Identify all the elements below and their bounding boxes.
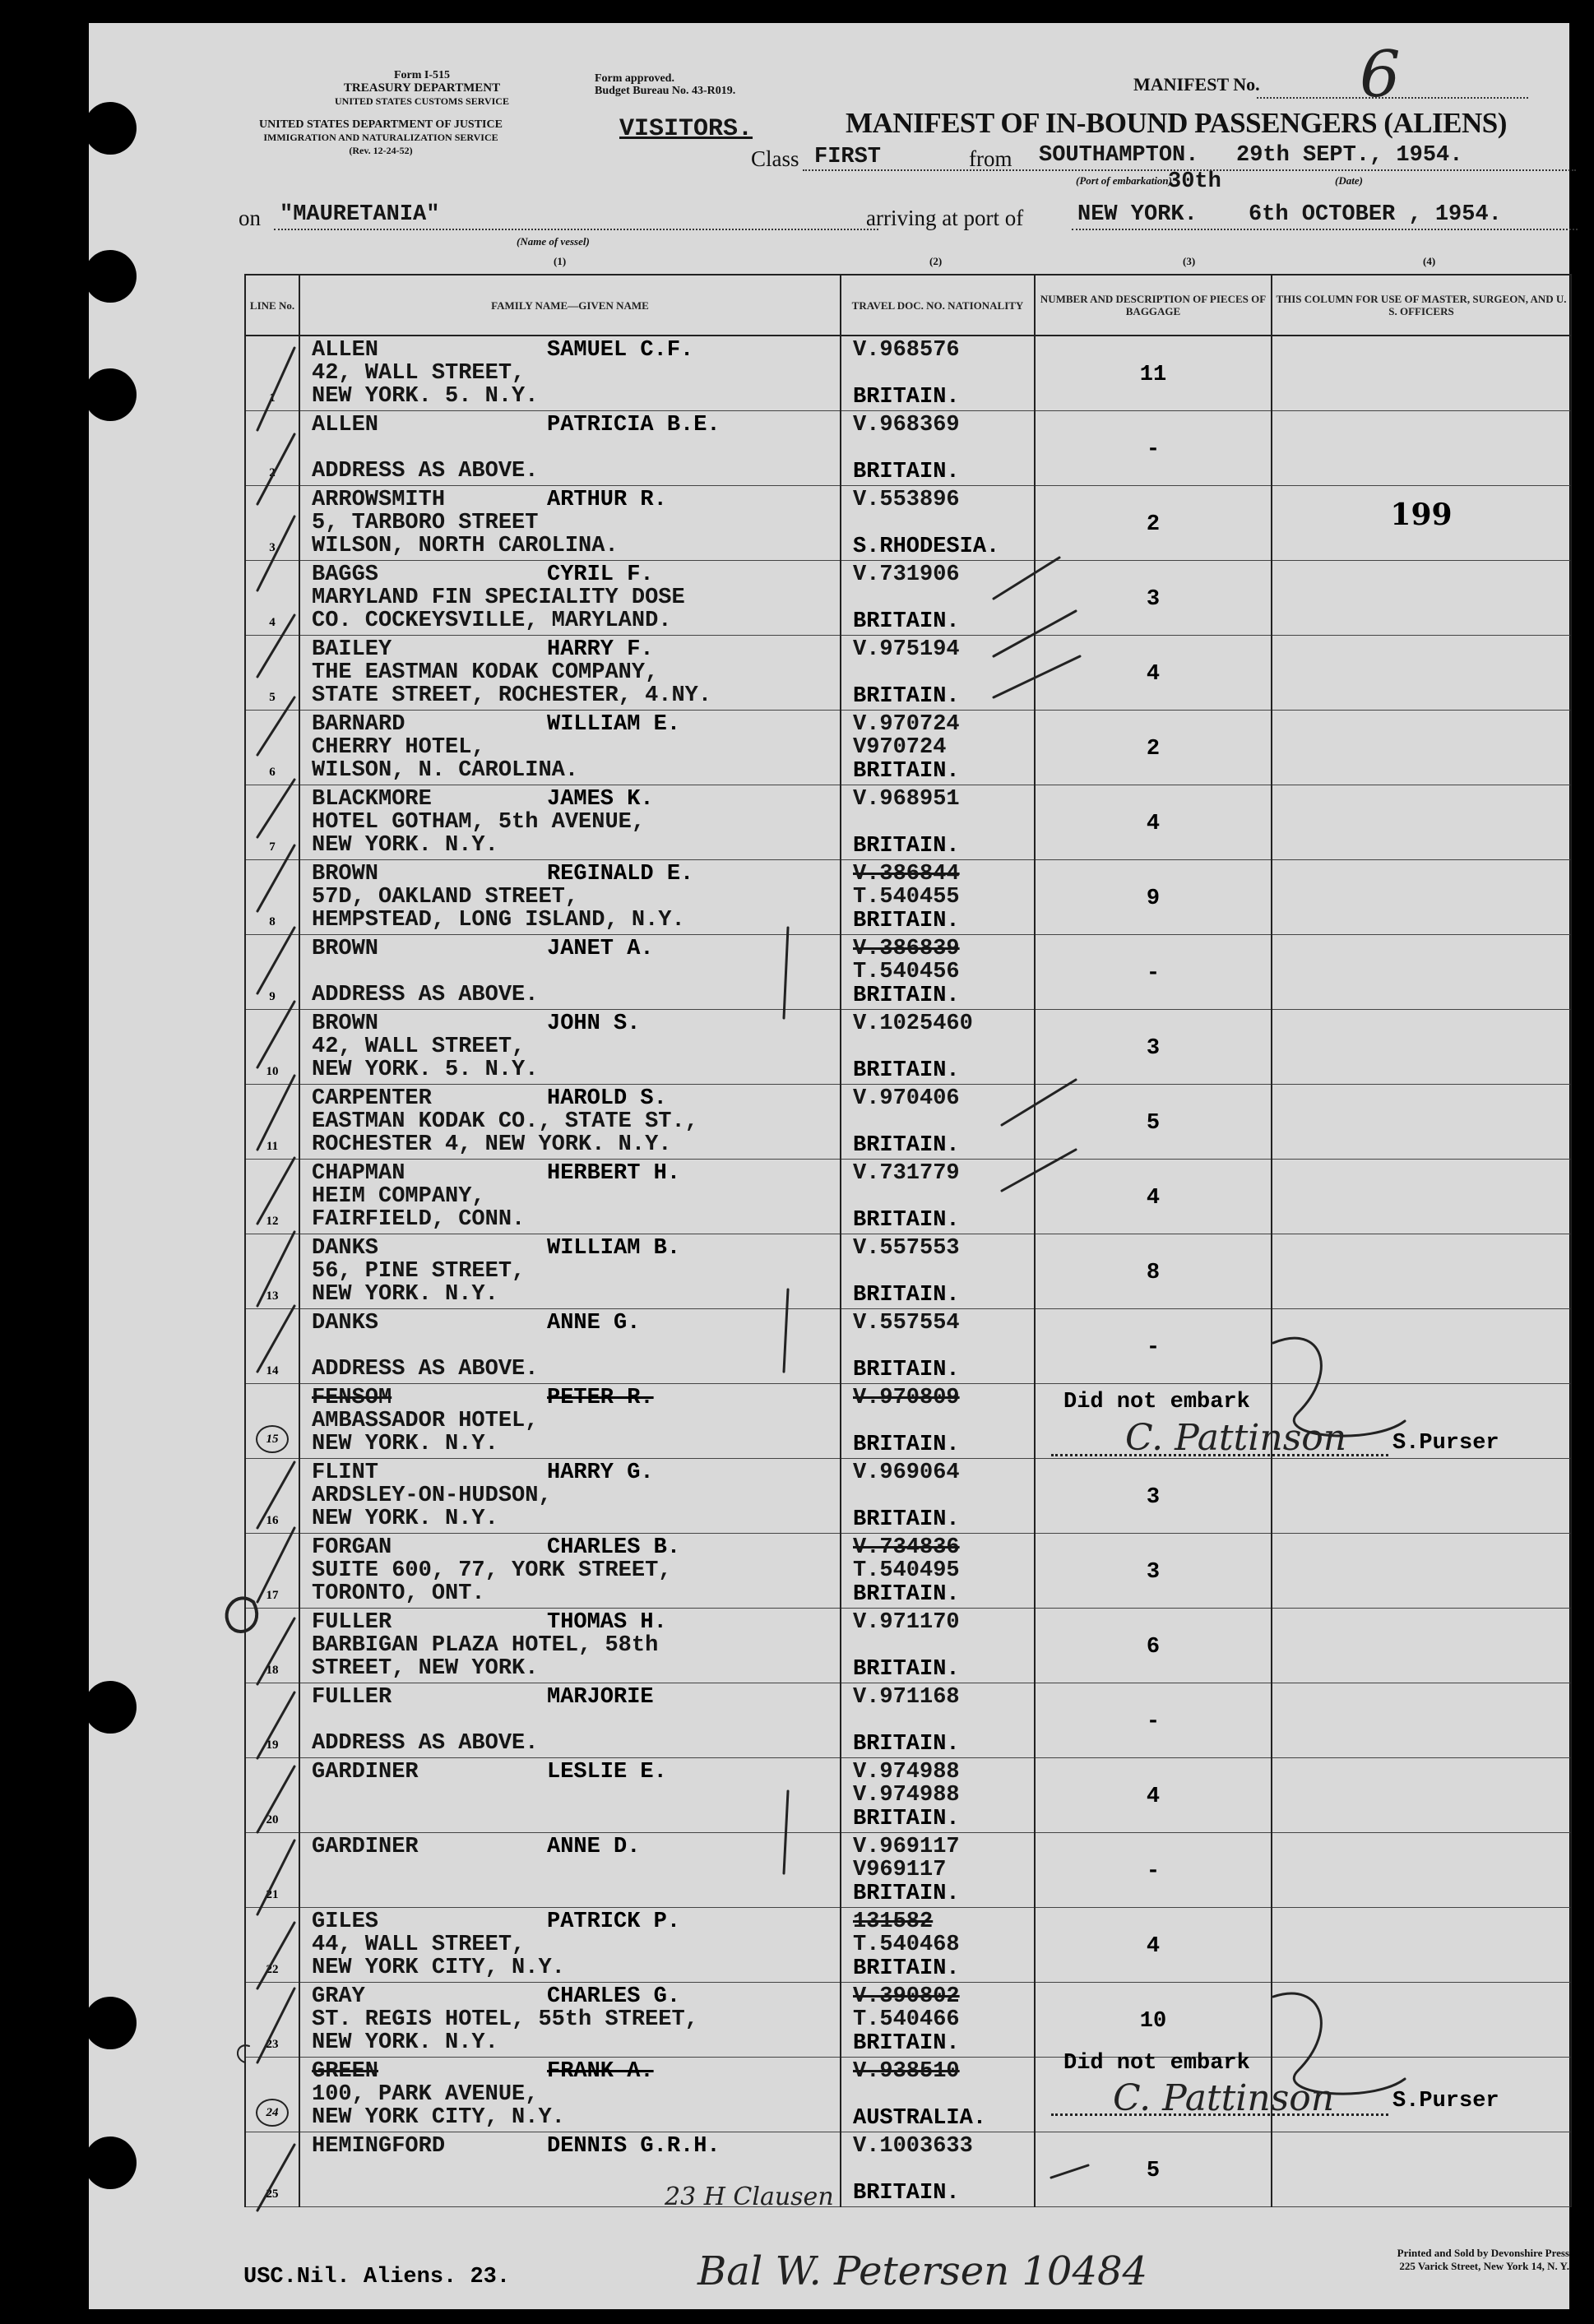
address-line-2: ADDRESS AS ABOVE. <box>312 459 539 484</box>
travel-doc-number: V.734836 <box>853 1535 960 1560</box>
line-number-circled: 15 <box>256 1425 289 1453</box>
line-number: 10 <box>266 1065 279 1078</box>
given-name: THOMAS H. <box>547 1610 667 1635</box>
address-line-1: SUITE 600, 77, YORK STREET, <box>312 1558 672 1583</box>
family-name: DANKS <box>312 1311 379 1336</box>
nationality: BRITAIN. <box>853 1283 960 1308</box>
immigration-service: IMMIGRATION AND NATURALIZATION SERVICE <box>263 132 498 143</box>
manifest-no-value: 6 <box>1360 38 1401 112</box>
on-label: on <box>239 206 261 230</box>
address-line-2: HEMPSTEAD, LONG ISLAND, N.Y. <box>312 908 685 933</box>
line-number: 1 <box>269 391 276 405</box>
address-line-2: ADDRESS AS ABOVE. <box>312 1731 539 1756</box>
address-line-1: 56, PINE STREET, <box>312 1259 526 1284</box>
travel-doc-number-2: T.540495 <box>853 1558 960 1583</box>
line-number: 11 <box>266 1140 279 1153</box>
check-mark <box>257 615 294 677</box>
nationality: BRITAIN. <box>853 759 960 784</box>
family-name: ALLEN <box>312 413 379 437</box>
check-mark <box>994 558 1059 599</box>
check-mark <box>784 1791 788 1873</box>
line-number: 21 <box>266 1888 279 1901</box>
line-number: 12 <box>266 1215 279 1228</box>
nationality: BRITAIN. <box>853 1582 960 1607</box>
check-mark <box>257 928 294 993</box>
manifest-page <box>89 23 1569 2309</box>
form-revision: (Rev. 12-24-52) <box>349 145 413 156</box>
check-mark <box>784 928 788 1018</box>
col-number-1: (1) <box>554 255 567 267</box>
baggage-count: 2 <box>1146 737 1161 762</box>
ink-mark <box>238 2045 249 2062</box>
baggage-count: 4 <box>1146 1934 1161 1959</box>
check-mark <box>257 1766 294 1832</box>
check-mark <box>257 780 294 837</box>
date-label: (Date) <box>1335 174 1363 187</box>
family-name: FULLER <box>312 1685 392 1710</box>
address-line-1: 5, TARBORO STREET <box>312 511 539 535</box>
baggage-count: - <box>1146 1336 1161 1360</box>
given-name: PATRICK P. <box>547 1910 681 1934</box>
header-officers-use: THIS COLUMN FOR USE OF MASTER, SURGEON, AND U. S. OFFICERS <box>1272 275 1571 336</box>
nationality: BRITAIN. <box>853 1058 960 1083</box>
line-number: 7 <box>269 840 276 854</box>
address-line-2: NEW YORK. 5. N.Y. <box>312 1058 539 1082</box>
travel-doc-number: V.1003633 <box>853 2134 973 2159</box>
travel-doc-number-2: V.974988 <box>853 1783 960 1808</box>
baggage-count: 3 <box>1146 1036 1161 1061</box>
given-name: WILLIAM E. <box>547 712 681 737</box>
printer-line-1: Printed and Sold by Devonshire Press <box>1397 2247 1569 2259</box>
line-number: 14 <box>266 1364 279 1377</box>
address-line-1: AMBASSADOR HOTEL, <box>312 1409 539 1433</box>
address-line-2: NEW YORK. N.Y. <box>312 833 498 858</box>
check-mark <box>257 845 294 911</box>
line-number-circled: 24 <box>256 2099 289 2127</box>
given-name: DENNIS G.R.H. <box>547 2134 721 2159</box>
given-name: HAROLD S. <box>547 1086 667 1111</box>
travel-doc-number: V.968951 <box>853 787 960 812</box>
purser-signature-15: C. Pattinson <box>1125 1417 1347 1459</box>
line-number: 8 <box>269 915 276 928</box>
address-line-2: STATE STREET, ROCHESTER, 4.NY. <box>312 683 712 708</box>
nationality: BRITAIN. <box>853 1133 960 1158</box>
baggage-count: 3 <box>1146 1485 1161 1510</box>
embark-label: (Port of embarkation) <box>1076 174 1172 187</box>
given-name: REGINALD E. <box>547 862 694 887</box>
did-not-embark-24: Did not embark <box>1063 2051 1250 2076</box>
address-line-2: STREET, NEW YORK. <box>312 1656 539 1681</box>
baggage-count: 3 <box>1146 587 1161 612</box>
check-mark <box>257 516 294 590</box>
nationality: BRITAIN. <box>853 1732 960 1757</box>
footer-signature: Bal W. Petersen 10484 <box>697 2248 1148 2294</box>
travel-doc-number-2: T.540468 <box>853 1933 960 1957</box>
address-line-2: WILSON, N. CAROLINA. <box>312 758 579 783</box>
nationality: BRITAIN. <box>853 385 960 410</box>
check-mark <box>257 1158 294 1224</box>
travel-doc-number: V.970809 <box>853 1386 960 1410</box>
family-name: BAGGS <box>312 562 379 587</box>
travel-doc-number: V.553896 <box>853 488 960 512</box>
travel-doc-number: V.386844 <box>853 862 960 887</box>
travel-doc-number: V.970724 <box>853 712 960 737</box>
nationality: BRITAIN. <box>853 684 960 709</box>
depart-date: 29th SEPT., 1954. <box>1236 143 1463 168</box>
travel-doc-number: V.1025460 <box>853 1012 973 1036</box>
officer-note: 199 <box>1390 498 1453 532</box>
family-name: ALLEN <box>312 338 379 363</box>
check-mark <box>257 2145 294 2211</box>
baggage-count: 4 <box>1146 1186 1161 1211</box>
check-marks-overlay <box>89 23 1569 2309</box>
baggage-count: 10 <box>1139 2009 1167 2034</box>
given-name: PATRICIA B.E. <box>547 413 721 437</box>
baggage-count: 8 <box>1146 1261 1161 1285</box>
travel-doc-number-2: T.540455 <box>853 885 960 910</box>
baggage-count: - <box>1146 1710 1161 1734</box>
family-name: GREEN <box>312 2059 379 2084</box>
travel-doc-number: V.557553 <box>853 1236 960 1261</box>
address-line-1: HEIM COMPANY, <box>312 1184 485 1209</box>
signature-flourish <box>1273 1993 1405 2094</box>
purser-title-15: S.Purser <box>1392 1431 1499 1456</box>
address-line-1: EASTMAN KODAK CO., STATE ST., <box>312 1109 698 1134</box>
family-name: DANKS <box>312 1236 379 1261</box>
check-mark <box>257 1923 294 1988</box>
travel-doc-number: V.731906 <box>853 562 960 587</box>
given-name: SAMUEL C.F. <box>547 338 694 363</box>
given-name: ANNE D. <box>547 1835 641 1859</box>
address-line-2: NEW YORK CITY, N.Y. <box>312 1956 565 1980</box>
travel-doc-number-2: T.540456 <box>853 960 960 984</box>
baggage-count: - <box>1146 437 1161 462</box>
family-name: GILES <box>312 1910 379 1934</box>
header-family-name: FAMILY NAME—GIVEN NAME <box>299 275 841 336</box>
family-name: FENSOM <box>312 1386 392 1410</box>
nationality: BRITAIN. <box>853 2031 960 2056</box>
family-name: GARDINER <box>312 1760 419 1785</box>
line-number: 3 <box>269 541 276 554</box>
nationality: BRITAIN. <box>853 984 960 1008</box>
baggage-count: 6 <box>1146 1635 1161 1660</box>
check-mark <box>257 348 294 430</box>
given-name: MARJORIE <box>547 1685 654 1710</box>
check-mark <box>257 1076 294 1150</box>
address-line-1: ARDSLEY-ON-HUDSON, <box>312 1484 552 1508</box>
line-number: 4 <box>269 616 276 629</box>
family-name: BARNARD <box>312 712 405 737</box>
family-name: GARDINER <box>312 1835 419 1859</box>
address-line-1: MARYLAND FIN SPECIALITY DOSE <box>312 586 685 610</box>
address-line-2: NEW YORK CITY, N.Y. <box>312 2105 565 2130</box>
baggage-count: 9 <box>1146 887 1161 911</box>
travel-doc-number: V.968369 <box>853 413 960 437</box>
nationality: BRITAIN. <box>853 1208 960 1233</box>
travel-doc-number-2: V970724 <box>853 735 947 760</box>
check-mark <box>257 1306 294 1372</box>
given-name: JANET A. <box>547 937 654 961</box>
form-approved: Form approved. <box>595 72 674 85</box>
nationality: BRITAIN. <box>853 1882 960 1906</box>
from-label: from <box>969 146 1012 171</box>
address-line-2: TORONTO, ONT. <box>312 1581 485 1606</box>
check-mark <box>1002 1150 1076 1191</box>
travel-doc-number: V.971168 <box>853 1685 960 1710</box>
signature-flourish <box>1273 1338 1405 1436</box>
given-name: ARTHUR R. <box>547 488 667 512</box>
address-line-1: CHERRY HOTEL, <box>312 735 485 760</box>
arrive-date: 6th OCTOBER , 1954. <box>1249 202 1502 227</box>
arriving-label: arriving at port of <box>866 206 1024 230</box>
nationality: BRITAIN. <box>853 1807 960 1831</box>
given-name: HERBERT H. <box>547 1161 681 1186</box>
line-number: 9 <box>269 990 276 1003</box>
address-line-1: 42, WALL STREET, <box>312 1035 526 1059</box>
line-number: 13 <box>266 1289 279 1303</box>
address-line-2: ADDRESS AS ABOVE. <box>312 1357 539 1382</box>
line-number: 22 <box>266 1963 279 1976</box>
line-number: 17 <box>266 1589 279 1602</box>
address-line-1: THE EASTMAN KODAK COMPANY, <box>312 660 659 685</box>
address-line-2: ROCHESTER 4, NEW YORK. N.Y. <box>312 1132 672 1157</box>
travel-doc-number: V.968576 <box>853 338 960 363</box>
line-number: 2 <box>269 466 276 479</box>
given-name: PETER R. <box>547 1386 654 1410</box>
ink-blot-mark <box>227 1598 257 1632</box>
nationality: BRITAIN. <box>853 1358 960 1382</box>
given-name: HARRY F. <box>547 637 654 662</box>
address-line-1: BARBIGAN PLAZA HOTEL, 58th <box>312 1633 659 1658</box>
line-number: 18 <box>266 1664 279 1677</box>
col-number-2: (2) <box>929 255 943 267</box>
line-number: 6 <box>269 766 276 779</box>
travel-doc-number: V.970406 <box>853 1086 960 1111</box>
nationality: BRITAIN. <box>853 1657 960 1682</box>
baggage-count: 4 <box>1146 812 1161 836</box>
footer-summary: USC.Nil. Aliens. 23. <box>243 2265 511 2289</box>
given-name: JAMES K. <box>547 787 654 812</box>
family-name: BLACKMORE <box>312 787 432 812</box>
travel-doc-number-2: V969117 <box>853 1858 947 1882</box>
header-line-no: LINE No. <box>245 275 299 336</box>
baggage-count: 3 <box>1146 1560 1161 1585</box>
travel-doc-number: V.557554 <box>853 1311 960 1336</box>
check-mark <box>257 1528 294 1602</box>
baggage-count: 11 <box>1139 363 1167 387</box>
check-mark <box>257 1002 294 1067</box>
visitors-label: VISITORS. <box>619 115 753 143</box>
address-line-1: 100, PARK AVENUE, <box>312 2082 539 2107</box>
nationality: BRITAIN. <box>853 2181 960 2206</box>
given-name: FRANK A. <box>547 2059 654 2084</box>
check-mark <box>257 1232 294 1306</box>
line-number: 25 <box>266 2187 279 2201</box>
class-label: Class <box>751 146 799 171</box>
from-port: SOUTHAMPTON. <box>1039 143 1199 168</box>
baggage-count: 2 <box>1146 512 1161 537</box>
family-name: BROWN <box>312 937 379 961</box>
baggage-count: 4 <box>1146 662 1161 687</box>
nationality: BRITAIN. <box>853 1433 960 1457</box>
form-number: Form I-515 <box>393 69 451 81</box>
nationality: BRITAIN. <box>853 834 960 859</box>
nationality: BRITAIN. <box>853 609 960 634</box>
address-line-2: NEW YORK. N.Y. <box>312 1282 498 1307</box>
given-name: ANNE G. <box>547 1311 641 1336</box>
purser-title-24: S.Purser <box>1392 2089 1499 2113</box>
check-mark <box>257 1988 294 2062</box>
check-mark <box>994 656 1080 697</box>
given-name: LESLIE E. <box>547 1760 667 1785</box>
baggage-count: 4 <box>1146 1785 1161 1809</box>
address-line-2: FAIRFIELD, CONN. <box>312 1207 526 1232</box>
given-name: WILLIAM B. <box>547 1236 681 1261</box>
address-line-2: NEW YORK. 5. N.Y. <box>312 384 539 409</box>
did-not-embark-15: Did not embark <box>1063 1390 1250 1414</box>
depart-date-correction: 30th <box>1168 169 1221 194</box>
budget-bureau: Budget Bureau No. 43-R019. <box>595 85 736 97</box>
check-mark <box>257 1618 294 1684</box>
address-line-2: ADDRESS AS ABOVE. <box>312 983 539 1007</box>
travel-doc-number: V.975194 <box>853 637 960 662</box>
travel-doc-number: V.969064 <box>853 1461 960 1485</box>
vessel-name: "MAURETANIA" <box>280 202 440 227</box>
baggage-count: - <box>1146 1859 1161 1884</box>
family-name: CHAPMAN <box>312 1161 405 1186</box>
travel-doc-number: V.971170 <box>853 1610 960 1635</box>
line-number: 20 <box>266 1813 279 1826</box>
family-name: ARROWSMITH <box>312 488 446 512</box>
family-name: BAILEY <box>312 637 392 662</box>
family-name: CARPENTER <box>312 1086 432 1111</box>
travel-doc-number: V.386839 <box>853 937 960 961</box>
travel-doc-number: V.390802 <box>853 1984 960 2009</box>
nationality: BRITAIN. <box>853 1956 960 1981</box>
handwritten-tally: 23 H Clausen <box>665 2183 834 2211</box>
line-number: 23 <box>266 2038 279 2051</box>
baggage-count: 5 <box>1146 2159 1161 2183</box>
travel-doc-number: V.974988 <box>853 1760 960 1785</box>
check-mark <box>1002 1080 1076 1125</box>
address-line-2: NEW YORK. N.Y. <box>312 2030 498 2055</box>
given-name: CHARLES B. <box>547 1535 681 1560</box>
col-number-4: (4) <box>1423 255 1436 267</box>
address-line-1: 57D, OAKLAND STREET, <box>312 885 579 910</box>
family-name: HEMINGFORD <box>312 2134 446 2159</box>
check-mark <box>784 1289 788 1372</box>
justice-dept: UNITED STATES DEPARTMENT OF JUSTICE <box>259 118 503 131</box>
nationality: BRITAIN. <box>853 1507 960 1532</box>
line-number: 16 <box>266 1514 279 1527</box>
address-line-2: CO. COCKEYSVILLE, MARYLAND. <box>312 609 672 633</box>
address-line-1: HOTEL GOTHAM, 5th AVENUE, <box>312 810 646 835</box>
class-value: FIRST <box>814 145 882 169</box>
address-line-1: 42, WALL STREET, <box>312 361 526 386</box>
travel-doc-number: V.731779 <box>853 1161 960 1186</box>
address-line-2: NEW YORK. N.Y. <box>312 1507 498 1531</box>
col-number-3: (3) <box>1183 255 1196 267</box>
check-mark <box>257 697 294 755</box>
family-name: BROWN <box>312 1012 379 1036</box>
given-name: JOHN S. <box>547 1012 641 1036</box>
address-line-1: ST. REGIS HOTEL, 55th STREET, <box>312 2007 698 2032</box>
family-name: FULLER <box>312 1610 392 1635</box>
given-name: HARRY G. <box>547 1461 654 1485</box>
header-travel-doc: TRAVEL DOC. NO. NATIONALITY <box>841 275 1035 336</box>
manifest-title: MANIFEST OF IN-BOUND PASSENGERS (ALIENS) <box>846 107 1507 139</box>
travel-doc-number: V.969117 <box>853 1835 960 1859</box>
customs-service: UNITED STATES CUSTOMS SERVICE <box>335 95 509 107</box>
address-line-1: 44, WALL STREET, <box>312 1933 526 1957</box>
check-mark <box>1051 2165 1088 2178</box>
line-number: 5 <box>269 691 276 704</box>
line-number: 19 <box>266 1738 279 1752</box>
arrive-port: NEW YORK. <box>1077 202 1198 227</box>
purser-signature-24: C. Pattinson <box>1113 2077 1335 2119</box>
check-mark <box>257 1462 294 1528</box>
treasury-dept: TREASURY DEPARTMENT <box>343 81 501 95</box>
travel-doc-number: 131582 <box>853 1910 934 1934</box>
given-name: CHARLES G. <box>547 1984 681 2009</box>
header-baggage: NUMBER AND DESCRIPTION OF PIECES OF BAGGAGE <box>1035 275 1272 336</box>
check-mark <box>994 611 1076 656</box>
family-name: FORGAN <box>312 1535 392 1560</box>
nationality: BRITAIN. <box>853 909 960 933</box>
printer-line-2: 225 Varick Street, New York 14, N. Y. <box>1399 2260 1569 2272</box>
baggage-count: 5 <box>1146 1111 1161 1136</box>
address-line-2: WILSON, NORTH CAROLINA. <box>312 534 619 558</box>
family-name: GRAY <box>312 1984 365 2009</box>
nationality: BRITAIN. <box>853 460 960 484</box>
nationality: AUSTRALIA. <box>853 2106 987 2131</box>
baggage-count: - <box>1146 961 1161 986</box>
travel-doc-number: V.938510 <box>853 2059 960 2084</box>
check-mark <box>257 1692 294 1758</box>
nationality: S.RHODESIA. <box>853 535 1000 559</box>
manifest-no-label: MANIFEST No. <box>1133 74 1260 95</box>
family-name: FLINT <box>312 1461 379 1485</box>
check-mark <box>257 1840 294 1914</box>
address-line-2: NEW YORK. N.Y. <box>312 1432 498 1456</box>
travel-doc-number-2: T.540466 <box>853 2007 960 2032</box>
check-mark <box>257 434 294 504</box>
vessel-label: (Name of vessel) <box>517 235 590 248</box>
given-name: CYRIL F. <box>547 562 654 587</box>
family-name: BROWN <box>312 862 379 887</box>
